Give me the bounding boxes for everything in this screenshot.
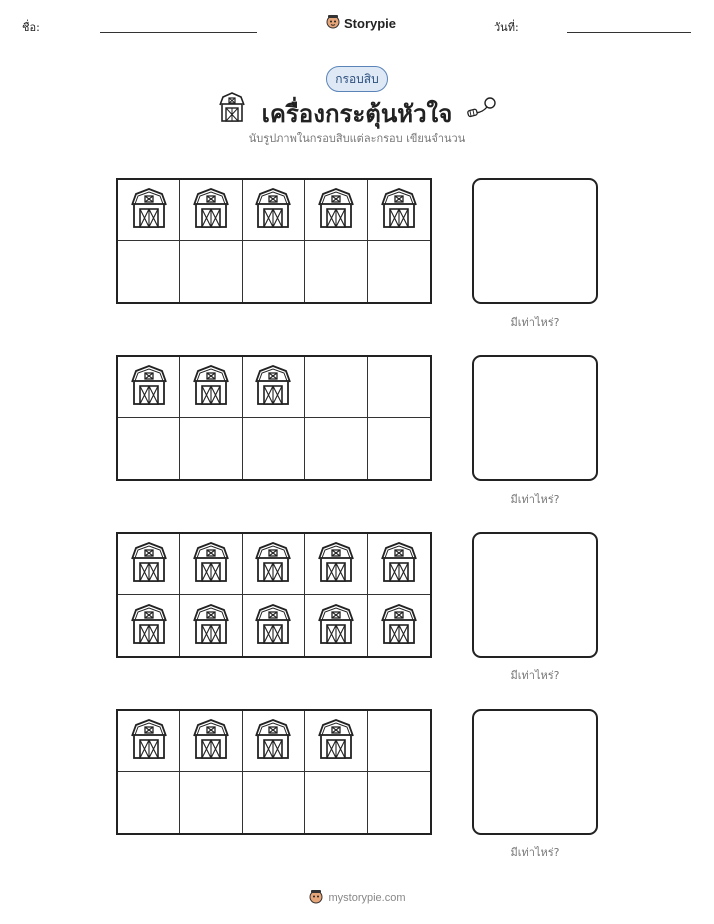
barn-icon xyxy=(316,718,356,764)
frame-cell xyxy=(368,595,430,656)
barn-icon xyxy=(129,603,169,649)
barn-icon xyxy=(191,541,231,587)
frame-cell xyxy=(180,180,242,241)
storypie-mascot-icon xyxy=(325,13,341,33)
frame-cell xyxy=(305,180,367,241)
topic-badge: กรอบสิบ xyxy=(326,66,388,92)
barn-icon xyxy=(129,187,169,233)
frame-cell xyxy=(368,418,430,479)
answer-box-1[interactable] xyxy=(472,178,598,304)
frame-cell xyxy=(368,772,430,833)
frame-cell xyxy=(180,418,242,479)
barn-icon xyxy=(253,187,293,233)
barn-icon xyxy=(129,541,169,587)
storypie-mascot-icon xyxy=(308,888,324,908)
frame-cell xyxy=(243,595,305,656)
frame-cell xyxy=(118,772,180,833)
barn-icon xyxy=(191,364,231,410)
frame-cell xyxy=(243,180,305,241)
barn-icon xyxy=(129,718,169,764)
frame-cell xyxy=(305,418,367,479)
how-many-label-2: มีเท่าไหร่? xyxy=(510,493,560,506)
frame-cell xyxy=(180,711,242,772)
footer-url: mystorypie.com xyxy=(328,892,406,904)
frame-cell xyxy=(180,241,242,302)
how-many-label-4: มีเท่าไหร่? xyxy=(510,846,560,859)
frame-cell xyxy=(368,180,430,241)
barn-icon xyxy=(253,603,293,649)
barn-icon xyxy=(316,187,356,233)
date-line[interactable] xyxy=(567,32,691,33)
barn-icon xyxy=(253,364,293,410)
frame-cell xyxy=(305,357,367,418)
page-title: เครื่องกระตุ้นหัวใจ xyxy=(261,100,453,128)
ten-frame-1 xyxy=(116,178,432,304)
frame-cell xyxy=(305,241,367,302)
answer-box-3[interactable] xyxy=(472,532,598,658)
frame-cell xyxy=(305,772,367,833)
barn-icon xyxy=(379,603,419,649)
frame-cell xyxy=(118,534,180,595)
frame-cell xyxy=(180,772,242,833)
frame-cell xyxy=(180,357,242,418)
barn-icon xyxy=(191,187,231,233)
frame-cell xyxy=(118,241,180,302)
barn-icon xyxy=(191,718,231,764)
ten-frame-3 xyxy=(116,532,432,658)
barn-icon xyxy=(316,541,356,587)
name-line[interactable] xyxy=(100,32,257,33)
frame-cell xyxy=(305,595,367,656)
frame-cell xyxy=(118,357,180,418)
frame-cell xyxy=(368,711,430,772)
barn-icon xyxy=(129,364,169,410)
barn-icon xyxy=(191,603,231,649)
frame-cell xyxy=(118,711,180,772)
barn-icon xyxy=(253,541,293,587)
frame-cell xyxy=(180,595,242,656)
barn-icon xyxy=(379,541,419,587)
frame-cell xyxy=(243,711,305,772)
frame-cell xyxy=(180,534,242,595)
frame-cell xyxy=(243,241,305,302)
frame-cell xyxy=(305,534,367,595)
footer xyxy=(0,888,714,908)
answer-box-2[interactable] xyxy=(472,355,598,481)
instructions: นับรูปภาพในกรอบสิบแต่ละกรอบ เขียนจำนวน xyxy=(248,132,466,145)
brand-name: Storypie xyxy=(344,15,397,31)
ten-frame-2 xyxy=(116,355,432,481)
frame-cell xyxy=(243,418,305,479)
barn-icon xyxy=(253,718,293,764)
answer-box-4[interactable] xyxy=(472,709,598,835)
frame-cell xyxy=(368,241,430,302)
frame-cell xyxy=(243,772,305,833)
frame-cell xyxy=(118,595,180,656)
date-label: วันที่: xyxy=(494,21,519,34)
barn-icon xyxy=(316,603,356,649)
frame-cell xyxy=(368,357,430,418)
how-many-label-3: มีเท่าไหร่? xyxy=(510,669,560,682)
frame-cell xyxy=(243,534,305,595)
ten-frame-4 xyxy=(116,709,432,835)
frame-cell xyxy=(118,180,180,241)
frame-cell xyxy=(305,711,367,772)
barn-icon xyxy=(379,187,419,233)
frame-cell xyxy=(368,534,430,595)
frame-cell xyxy=(118,418,180,479)
name-label: ชื่อ: xyxy=(22,21,40,34)
frame-cell xyxy=(243,357,305,418)
lasso-icon xyxy=(466,96,498,124)
how-many-label-1: มีเท่าไหร่? xyxy=(510,316,560,329)
brand-logo xyxy=(325,13,396,33)
